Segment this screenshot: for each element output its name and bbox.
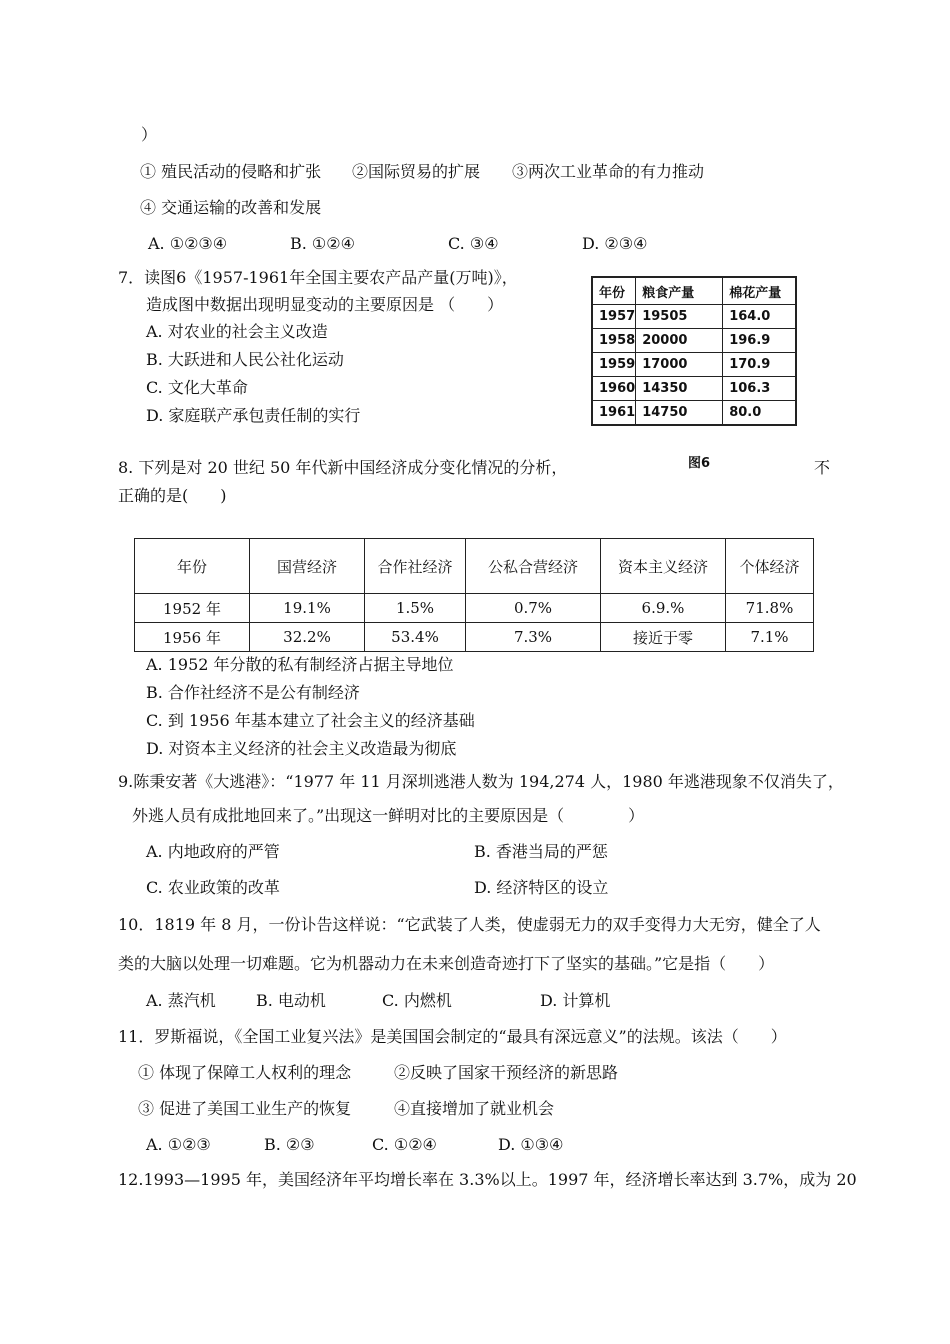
table-cell: 71.8% <box>726 594 814 623</box>
q6-bracket-end: ） <box>141 125 158 144</box>
q6-item-2: ②国际贸易的扩展 <box>352 162 481 181</box>
table-cell: 1957 <box>592 305 636 329</box>
q11-stem-line1: 11．罗斯福说，《全国工业复兴法》是美国国会制定的“最具有深远意义”的法规。该法（ ） <box>118 1027 787 1046</box>
table-header-cell: 个体经济 <box>726 539 814 594</box>
table-cell: 0.7% <box>466 594 601 623</box>
q8-option-d[interactable]: D. 对资本主义经济的社会主义改造最为彻底 <box>146 739 457 758</box>
q9-option-b[interactable]: B. 香港当局的严惩 <box>474 842 608 861</box>
q10-option-a[interactable]: A. 蒸汽机 <box>146 991 216 1010</box>
q7-stem-line2: 造成图中数据出现明显变动的主要原因是 （ ） <box>146 295 504 314</box>
table-cell: 32.2% <box>250 623 365 652</box>
table-cell: 接近于零 <box>601 623 726 652</box>
q11-option-b[interactable]: B. ②③ <box>264 1135 315 1154</box>
table-row <box>135 623 814 652</box>
q12-stem-line1: 12.1993—1995 年，美国经济年平均增长率在 3.3%以上。1997 年，经济增长率达到 3.7%，成为 20 <box>118 1170 857 1189</box>
table-row <box>592 401 796 426</box>
q11-option-d[interactable]: D. ①③④ <box>498 1135 564 1154</box>
table-header-cell: 年份 <box>592 277 636 305</box>
q10-option-b[interactable]: B. 电动机 <box>256 991 326 1010</box>
table-cell: 170.9 <box>723 353 796 377</box>
q7-option-c[interactable]: C. 文化大革命 <box>146 378 248 397</box>
q7-option-a[interactable]: A. 对农业的社会主义改造 <box>146 322 328 341</box>
table-cell: 19505 <box>636 305 723 329</box>
q11-item-2: ②反映了国家干预经济的新思路 <box>394 1063 619 1082</box>
figure-caption: 图6 <box>688 456 711 471</box>
table-header-cell: 合作社经济 <box>365 539 466 594</box>
table-header-row <box>592 277 796 305</box>
q6-option-c[interactable]: C. ③④ <box>448 234 499 253</box>
q8-option-a[interactable]: A. 1952 年分散的私有制经济占据主导地位 <box>146 655 454 674</box>
q6-item-4: ④ 交通运输的改善和发展 <box>140 198 322 217</box>
table-cell: 1961 <box>592 401 636 426</box>
table-header-cell: 公私合营经济 <box>466 539 601 594</box>
table-cell: 7.3% <box>466 623 601 652</box>
table-cell: 106.3 <box>723 377 796 401</box>
table-cell: 1960 <box>592 377 636 401</box>
table-cell: 20000 <box>636 329 723 353</box>
q6-item-3: ③两次工业革命的有力推动 <box>512 162 705 181</box>
table-cell: 6.9.% <box>601 594 726 623</box>
table-row <box>135 594 814 623</box>
q9-option-c[interactable]: C. 农业政策的改革 <box>146 878 280 897</box>
table-header-cell: 资本主义经济 <box>601 539 726 594</box>
q8-stem-line1: 8. 下列是对 20 世纪 50 年代新中国经济成分变化情况的分析， <box>118 458 568 477</box>
table-row <box>592 377 796 401</box>
table-cell: 17000 <box>636 353 723 377</box>
q7-production-table <box>591 276 797 426</box>
table-row <box>592 329 796 353</box>
table-cell: 1.5% <box>365 594 466 623</box>
q6-option-a[interactable]: A. ①②③④ <box>148 234 228 253</box>
table-cell: 14750 <box>636 401 723 426</box>
table-cell: 164.0 <box>723 305 796 329</box>
q8-economy-table <box>134 538 814 652</box>
q11-item-1: ① 体现了保障工人权利的理念 <box>138 1063 352 1082</box>
q8-stem-line2: 正确的是( ) <box>118 486 227 505</box>
q9-option-d[interactable]: D. 经济特区的设立 <box>474 878 609 897</box>
q8-stem-line1-end: 不 <box>814 458 831 477</box>
table-header-cell: 棉花产量 <box>723 277 796 305</box>
q9-stem-line2: 外逃人员有成批地回来了。”出现这一鲜明对比的主要原因是（ ） <box>132 806 645 825</box>
q8-option-c[interactable]: C. 到 1956 年基本建立了社会主义的经济基础 <box>146 711 475 730</box>
q10-stem-line1: 10．1819 年 8 月，一份讣告这样说：“它武装了人类，使虚弱无力的双手变得力大无穷，健全了人 <box>118 915 821 934</box>
q7-stem-line1: 7．读图6《1957-1961年全国主要农产品产量(万吨)》， <box>118 268 518 287</box>
q11-item-3: ③ 促进了美国工业生产的恢复 <box>138 1099 352 1118</box>
q6-item-1: ① 殖民活动的侵略和扩张 <box>140 162 322 181</box>
q10-option-c[interactable]: C. 内燃机 <box>382 991 452 1010</box>
table-cell: 1959 <box>592 353 636 377</box>
table-row <box>592 305 796 329</box>
table-header-cell: 国营经济 <box>250 539 365 594</box>
table-cell: 80.0 <box>723 401 796 426</box>
table-cell: 7.1% <box>726 623 814 652</box>
q7-option-b[interactable]: B. 大跃进和人民公社化运动 <box>146 350 344 369</box>
table-cell: 1958 <box>592 329 636 353</box>
q6-option-d[interactable]: D. ②③④ <box>582 234 648 253</box>
table-cell: 1956 年 <box>135 623 250 652</box>
table-cell: 1952 年 <box>135 594 250 623</box>
table-header-cell: 粮食产量 <box>636 277 723 305</box>
table-header-cell: 年份 <box>135 539 250 594</box>
q9-stem-line1: 9.陈秉安著《大逃港》：“1977 年 11 月深圳逃港人数为 194,274 人，1980 年逃港现象不仅消失了， <box>118 772 844 791</box>
table-header-row <box>135 539 814 594</box>
q7-option-d[interactable]: D. 家庭联产承包责任制的实行 <box>146 406 361 425</box>
q8-option-b[interactable]: B. 合作社经济不是公有制经济 <box>146 683 360 702</box>
q6-option-b[interactable]: B. ①②④ <box>290 234 355 253</box>
q10-stem-line2: 类的大脑以处理一切难题。它为机器动力在未来创造奇迹打下了坚实的基础。”它是指（ ） <box>118 954 775 973</box>
q11-option-a[interactable]: A. ①②③ <box>146 1135 211 1154</box>
table-cell: 53.4% <box>365 623 466 652</box>
table-cell: 14350 <box>636 377 723 401</box>
q11-item-4: ④直接增加了就业机会 <box>394 1099 555 1118</box>
q9-option-a[interactable]: A. 内地政府的严管 <box>146 842 280 861</box>
table-cell: 19.1% <box>250 594 365 623</box>
q11-option-c[interactable]: C. ①②④ <box>372 1135 437 1154</box>
table-cell: 196.9 <box>723 329 796 353</box>
table-row <box>592 353 796 377</box>
q10-option-d[interactable]: D. 计算机 <box>540 991 611 1010</box>
